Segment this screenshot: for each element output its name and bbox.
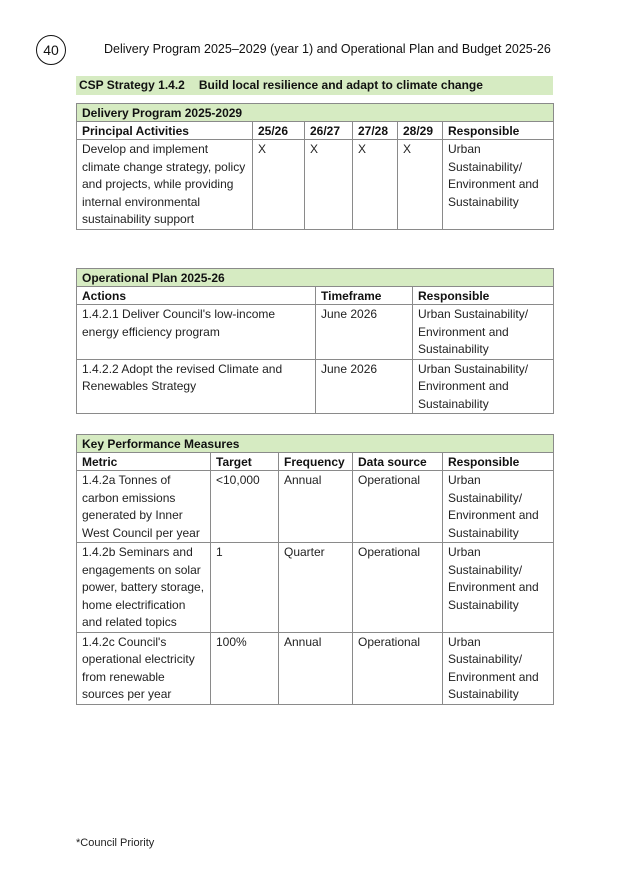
operational-plan-table: [76, 268, 554, 414]
column-header: Metric: [77, 453, 211, 471]
column-header: 28/29: [398, 122, 443, 140]
year-mark: X: [253, 140, 305, 230]
year-mark: X: [398, 140, 443, 230]
column-header: Responsible: [443, 453, 554, 471]
frequency-cell: Quarter: [279, 543, 353, 633]
responsible-cell: Urban Sustainability/ Environment and Sustainability: [413, 305, 554, 360]
delivery-program-table: [76, 103, 554, 230]
frequency-cell: Annual: [279, 632, 353, 704]
target-cell: <10,000: [211, 471, 279, 543]
target-cell: 1: [211, 543, 279, 633]
data-source-cell: Operational: [353, 632, 443, 704]
action-cell: 1.4.2.2 Adopt the revised Climate and Renewables Strategy: [77, 359, 316, 414]
target-cell: 100%: [211, 632, 279, 704]
frequency-cell: Annual: [279, 471, 353, 543]
csp-title: Build local resilience and adapt to climate change: [198, 78, 483, 92]
column-header: 25/26: [253, 122, 305, 140]
column-header: Target: [211, 453, 279, 471]
timeframe-cell: June 2026: [316, 359, 413, 414]
responsible-cell: Urban Sustainability/ Environment and Sustainability: [443, 140, 554, 230]
activity-cell: Develop and implement climate change strategy, policy and projects, while providing internal environmental sustainability support: [77, 140, 253, 230]
key-performance-measures-table: [76, 434, 554, 705]
action-cell: 1.4.2.1 Deliver Council's low-income energy efficiency program: [77, 305, 316, 360]
operational-heading: Operational Plan 2025-26: [77, 269, 554, 287]
table-row: [77, 471, 554, 543]
metric-cell: 1.4.2b Seminars and engagements on solar power, battery storage, home electrification and related topics: [77, 543, 211, 633]
csp-strategy-bar: [76, 76, 553, 95]
page-header: Delivery Program 2025–2029 (year 1) and Operational Plan and Budget 2025-26: [104, 42, 551, 56]
responsible-cell: Urban Sustainability/ Environment and Sustainability: [443, 471, 554, 543]
column-header: Principal Activities: [77, 122, 253, 140]
csp-code: CSP Strategy 1.4.2: [79, 78, 185, 92]
column-header: 26/27: [305, 122, 353, 140]
timeframe-cell: June 2026: [316, 305, 413, 360]
table-row: [77, 305, 554, 360]
year-mark: X: [353, 140, 398, 230]
year-mark: X: [305, 140, 353, 230]
delivery-heading: Delivery Program 2025-2029: [77, 104, 554, 122]
page-number: 40: [36, 35, 66, 65]
table-row: [77, 543, 554, 633]
table-row: [77, 140, 554, 230]
column-header: Responsible: [413, 287, 554, 305]
responsible-cell: Urban Sustainability/ Environment and Sustainability: [443, 543, 554, 633]
table-row: [77, 632, 554, 704]
column-header: Actions: [77, 287, 316, 305]
responsible-cell: Urban Sustainability/ Environment and Sustainability: [413, 359, 554, 414]
footnote: *Council Priority: [76, 837, 155, 849]
column-header: Timeframe: [316, 287, 413, 305]
column-header: Data source: [353, 453, 443, 471]
metric-cell: 1.4.2a Tonnes of carbon emissions generated by Inner West Council per year: [77, 471, 211, 543]
column-header: Responsible: [443, 122, 554, 140]
kpm-heading: Key Performance Measures: [77, 435, 554, 453]
responsible-cell: Urban Sustainability/ Environment and Sustainability: [443, 632, 554, 704]
data-source-cell: Operational: [353, 543, 443, 633]
column-header: Frequency: [279, 453, 353, 471]
table-row: [77, 359, 554, 414]
data-source-cell: Operational: [353, 471, 443, 543]
metric-cell: 1.4.2c Council's operational electricity from renewable sources per year: [77, 632, 211, 704]
column-header: 27/28: [353, 122, 398, 140]
